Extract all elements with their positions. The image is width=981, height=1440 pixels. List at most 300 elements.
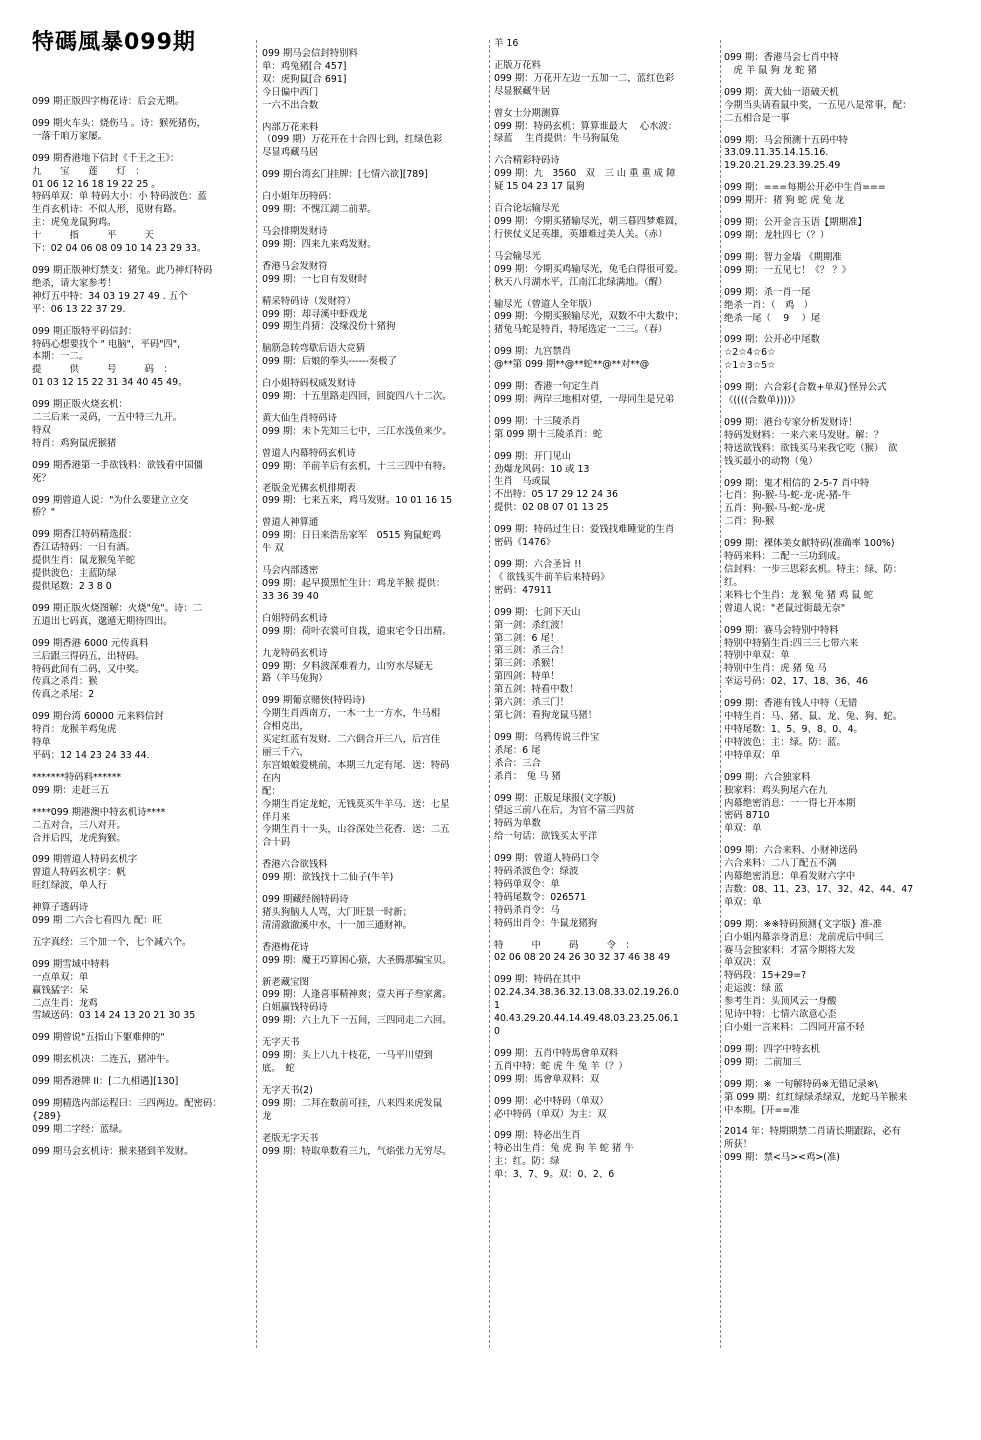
text-line: 平：06 13 22 37 29. [32, 303, 126, 315]
text-line: 单：3、7、9。双：0、2、6 [494, 1169, 615, 1181]
text-line: 特码尾数令：026571 [494, 891, 587, 903]
text-line: 今期生肖西南方，一木一土一方水，牛马相 [262, 708, 441, 720]
text-block [494, 155, 717, 194]
text-line: 099 期：今期买鸡输尽光，兔毛白得很可爱。 [494, 263, 684, 275]
text-line: 脑筋急转弯歇后语大竞猜 [262, 343, 366, 355]
text-line: 099 期：曾道人特码口令 [494, 853, 600, 865]
text-line: 099 期香港地下信封《千王之王》： [32, 152, 180, 164]
text-line: 清清澈澈溪中水，十一加三通财神。 [262, 919, 413, 931]
text-line: 099 期：特码玄机：算算谁最大 心水波： [494, 120, 678, 132]
text-line: 六合来料：二八丁配五不满 [724, 858, 837, 870]
text-block [494, 38, 717, 51]
text-line: 密码 8710 [724, 810, 770, 822]
text-line: 099 期生肖猜：没缘没份十猪狗 [262, 321, 396, 333]
text-line: 买定红蓝有发财．二六倒合开三八，后宫佳 [262, 734, 441, 746]
text-line: 东宫娘娘爱桃前，本期三九定有尾．送：特码 [262, 759, 450, 771]
text-line: 099 期香港 6000 元传真料 [32, 637, 149, 649]
text-block [262, 122, 487, 161]
text-line: 099 期：智力金墙 《期期准 [724, 251, 842, 263]
text-line: 099 期香江特码精选报： [32, 529, 138, 541]
text-line: 白姐特码玄机诗 [262, 612, 328, 624]
text-line: 第六剑：杀三门！ [494, 697, 570, 709]
column-divider [489, 40, 490, 1348]
text-line: 第 099 期十三陵杀肖：蛇 [494, 428, 603, 440]
text-line: 099 期藏经阁特码诗 [262, 894, 349, 906]
text-line: 中特波色：主：绿。防：蓝。 [724, 736, 846, 748]
text-line: 099 期：港台专家分析发财诗！ [724, 416, 858, 428]
text-block [262, 942, 487, 968]
text-line: 老版金光佛玄机排期表 [262, 482, 356, 494]
text-line: 今期生肖十一头，山谷深处兰花香．送：二五 [262, 824, 450, 836]
text-line: 099 期：黄大仙一语破天机 [724, 86, 839, 98]
text-line: 在内 [262, 772, 281, 784]
text-line: 099 期：魔王巧算困心猿，大圣腾那骗宝贝。 [262, 954, 452, 966]
text-line: 099 期：香港有钱人中特（无错 [724, 698, 858, 710]
text-line: 099 期：特码在其中 [494, 974, 581, 986]
text-block [32, 118, 250, 144]
text-line: 099 期：十三陵杀肖 [494, 415, 581, 427]
text-line: 099 期：七来五来，鸡马发财。10 01 16 15 [262, 495, 453, 507]
text-block [724, 845, 952, 910]
text-line: 099 期：羊前羊后有玄机，十三三四中有特。 [262, 460, 452, 472]
text-line: 099 期：未卜先知三七中，三江水浅鱼来少。 [262, 425, 452, 437]
text-line: 099 期马会信封特别料 [262, 48, 358, 59]
column-1 [32, 30, 250, 1418]
text-line: 099 期正版四字梅花诗：后会无期。 [32, 96, 185, 107]
text-line: 中特生肖：马、猪、鼠、龙、兔、狗、蛇。 [724, 711, 903, 723]
text-block [494, 108, 717, 147]
text-line: 099 期：九 3560 双 三 山 重 重 成 障 [494, 168, 676, 180]
text-line: 099 期二字经：蓝绿。 [32, 1123, 128, 1135]
text-line: 路（羊马兔狗） [262, 673, 328, 685]
text-line: 疑 15 04 23 17 鼠狗 [494, 181, 585, 193]
text-line: 099 期：今期买猴输尽光，双数不中大数中； [494, 311, 684, 323]
text-line: 白小姐内幕亲身消息：龙前虎后中间三 [724, 931, 884, 943]
text-block [494, 60, 717, 99]
text-block [494, 853, 717, 930]
text-line: 传真之杀尾：2 [32, 689, 95, 701]
text-line: 双：虎狗鼠[合 691] [262, 73, 347, 85]
text-line: 配： [262, 785, 281, 797]
text-line: 所获！ [724, 1139, 753, 1151]
text-line: 099 期：禁<马><鸡>(准) [724, 1152, 840, 1164]
text-line: 香港六合欲钱料 [262, 859, 328, 871]
text-line: 099 期：香港一句定生肖 [494, 381, 600, 393]
text-line: 无字天书(2) [262, 1084, 313, 1096]
text-line: 特码为单数 [494, 818, 541, 830]
text-line: 望远三前八在后，为官不富三四贫 [494, 805, 635, 817]
text-line: 特码杀波色令：绿波 [494, 866, 579, 878]
text-line: 099 期：走赶三五 [32, 784, 110, 796]
text-line: 马会内部透密 [262, 565, 319, 577]
text-block [262, 378, 487, 404]
text-line: 内幕绝密消息：单看发财六字中 [724, 871, 856, 883]
text-line: 特 中 码 令 ： [494, 939, 635, 951]
text-line: 绝杀一肖：（ 鸡 ） [724, 299, 814, 311]
text-line: 099 期：四来九来鸡发财。 [262, 238, 377, 250]
text-line: 十 指 平 天 [32, 230, 154, 242]
text-line: 今日偏中西门 [262, 86, 319, 98]
text-line: 六合精彩特码诗 [494, 155, 560, 167]
text-line: 099 期：二拜在数前可挂，八来四来虎发鼠 [262, 1097, 443, 1109]
text-line: 输尽光（曾道人全年版） [494, 298, 598, 310]
text-block [262, 448, 487, 474]
text-block [494, 793, 717, 845]
text-line: 099 期：六合独家料 [724, 771, 811, 783]
text-line: 099 期：一七自有发财时 [262, 273, 368, 285]
text-block [494, 524, 717, 550]
column-divider [256, 40, 257, 1348]
text-line: 099 期：开门见山 [494, 450, 572, 462]
text-block [32, 902, 250, 928]
text-line: 主：虎兔龙鼠狗鸡。 [32, 217, 117, 229]
text-line: 三后跟三得码五，出特码。 [32, 650, 145, 662]
text-line: 19.20.21.29.23.39.25.49 [724, 160, 841, 172]
text-line: 099 期：七剑下天山 [494, 606, 581, 618]
text-line: 099 期：六合彩{合数+单双}怪异公式 [724, 382, 887, 394]
text-line: 单双：单 [724, 823, 762, 835]
text-line: 杀肖： 兔 马 猪 [494, 770, 561, 782]
text-block [724, 1044, 952, 1070]
text-block [32, 460, 250, 486]
text-line: 099 期香港牌 II：[二九相遇][130] [32, 1076, 179, 1088]
text-block [32, 807, 250, 846]
text-line: 099 期：※※特码预测{文字版} 准-准 [724, 918, 883, 930]
text-line: 02 06 08 20 24 26 30 32 37 46 38 49 [494, 952, 670, 964]
text-line: 行侠仗义足英雄，英雄难过美人关。（赤） [494, 228, 668, 240]
text-line: 099 期曾道人特码玄机字 [32, 854, 138, 866]
text-line: 雪域送码：03 14 24 13 20 21 30 35 [32, 1010, 196, 1022]
text-block [262, 977, 487, 1029]
text-line: 099 期：必中特码（单双） [494, 1095, 609, 1107]
text-line: 099 期雪域中特料 [32, 958, 110, 970]
text-line: 第四剑：特单！ [494, 671, 560, 683]
text-line: 劲爆龙风码：10 或 13 [494, 463, 590, 475]
text-line: 099 期葡京赌侠(特码诗) [262, 695, 366, 707]
text-line: 五字真经：三个加一个，七个减六个。 [32, 936, 192, 948]
text-block [262, 413, 487, 439]
text-line: 第一剑：杀红波！ [494, 619, 570, 631]
text-block [494, 1096, 717, 1122]
text-block [32, 153, 250, 256]
text-line: 099 期：正版足球报(文字版) [494, 792, 616, 804]
text-line: 马会输尽光 [494, 250, 541, 262]
text-block [724, 625, 952, 690]
text-line: 第二剑：6 尾！ [494, 632, 560, 644]
text-block [262, 48, 487, 113]
text-line: 走运波：绿 蓝 [724, 983, 784, 995]
text-line: 密码：47911 [494, 584, 552, 596]
text-block [494, 381, 717, 407]
text-line: 九 宝 莲 灯 ： [32, 165, 145, 177]
text-line: 提供尾数：2 3 8 0 [32, 581, 112, 592]
text-line: 099 期：裸体美女献特码(准确率 100%) [724, 538, 895, 550]
text-line: 合并后四，龙虎狗猴。 [32, 832, 126, 844]
text-line: 赛马会独家料：才富今期将大发 [724, 944, 856, 956]
text-block [32, 96, 250, 109]
text-block [32, 603, 250, 629]
text-line: 099 期：头上八九十枝花，一马平川望到 [262, 1050, 433, 1062]
text-line: 旺红绿波，单人行 [32, 880, 108, 892]
text-line: 今期当头请看鼠中奖，一五见八是常事，配： [724, 99, 912, 111]
text-line: 白小姐年历特码： [262, 191, 338, 203]
text-line: （099 期）万花开在十合四七到，红绿色彩 [262, 134, 443, 146]
text-line: 099 期：六合来料、小财神送码 [724, 845, 858, 857]
text-line: 虎 羊 鼠 狗 龙 蛇 猪 [724, 64, 817, 76]
text-block [262, 859, 487, 885]
text-line: 099 期正版特平码信封： [32, 325, 138, 337]
text-block [724, 252, 952, 278]
text-block [32, 529, 250, 594]
text-line: 密码《1476》 [494, 537, 556, 549]
text-line: 中本期。[开==准 [724, 1104, 800, 1116]
text-block [724, 772, 952, 837]
text-block [262, 517, 487, 556]
text-line: 099 期：九宫禁肖 [494, 346, 572, 358]
text-block [724, 87, 952, 126]
text-block [32, 1098, 250, 1137]
text-line: 内幕绝密消息：一一得七开本期 [724, 797, 856, 809]
text-line: 特肖：鸡狗鼠虎猴猪 [32, 437, 117, 449]
text-line: 099 期：馬會单双料：双 [494, 1073, 600, 1085]
text-line: 099 期：香港马会七肖中特 [724, 52, 839, 63]
text-line: 香港马会发财符 [262, 260, 328, 272]
text-line: 单双决：双 [724, 957, 771, 969]
text-line: 二三后来一灵码，一五中特三九开。 [32, 412, 183, 424]
text-block [262, 1037, 487, 1076]
text-line: 099 期正版火烧玄机： [32, 399, 128, 411]
text-line: 特码心想要找个 " 电脑"，平码"四"， [32, 338, 187, 350]
text-line: 曾道人内幕特码玄机诗 [262, 447, 356, 459]
text-line: 二五相合是一事 [724, 112, 790, 124]
text-line: 神灯五中特：34 03 19 27 49 . 五个 [32, 290, 188, 302]
text-line: 第三剑：杀猴！ [494, 658, 560, 670]
text-line: 新老藏宝图 [262, 976, 309, 988]
text-line: 主：红。防：绿 [494, 1156, 560, 1168]
text-line: 五肖：狗-猴-马-蛇-龙-虎 [724, 503, 826, 515]
text-line: 合十码 [262, 837, 291, 849]
text-block [494, 1130, 717, 1182]
text-block [494, 607, 717, 723]
text-line: 赢钱猛字：呆 [32, 984, 89, 996]
text-line: 099 期：鬼才相信的 2-5-7 肖中特 [724, 477, 870, 489]
text-line: 神算子透码诗 [32, 902, 89, 914]
text-line: 特单 [32, 737, 51, 749]
text-line: 猪兔马蛇是特肖，特尾选定一二三。（春） [494, 324, 668, 336]
text-line: 正版万花料 [494, 59, 541, 71]
text-line: 今期生肖定龙蛇，无钱莫买牛羊马．送：七星 [262, 798, 450, 810]
text-block [724, 287, 952, 326]
text-block [494, 346, 717, 372]
text-line: 099 期台湾 60000 元来料信封 [32, 711, 164, 723]
text-block [724, 698, 952, 763]
text-block [262, 695, 487, 850]
text-block [262, 169, 487, 182]
text-block [262, 894, 487, 933]
text-line: 生肖玄机诗：不似人形，觅财有路。 [32, 204, 183, 216]
text-line: 099 期：特必出生肖 [494, 1130, 581, 1142]
text-block [32, 399, 250, 451]
text-line: 第 099 期：红红绿绿杀绿双，龙蛇马羊猴来 [724, 1091, 908, 1103]
text-line: 099 期正版神灯禁支：猪兔。此乃神灯特码 [32, 264, 213, 276]
text-line: 099 期：五肖中特馬會单双料 [494, 1047, 619, 1059]
text-line: 099 期马会玄机诗：猴来猪到羊发财。 [32, 1145, 194, 1157]
text-line: 单：鸡兔猪[合 457] [262, 60, 347, 72]
text-line: 099 期：二前加三 [724, 1056, 802, 1068]
text-line: 第三剑：杀三合！ [494, 645, 570, 657]
text-line: 099 期曾道人说："为什么要建立立交 [32, 494, 189, 506]
text-line: 二点生肖：龙鸡 [32, 997, 98, 1009]
text-line: 099 期：龙牡四七（？） [724, 229, 830, 241]
text-block [262, 648, 487, 687]
text-line: 099 期：万花开左边一五加一二，蓝红色彩 [494, 72, 675, 84]
text-line: 来料七个生肖：龙 猴 兔 猪 鸡 鼠 蛇 [724, 589, 874, 601]
text-line: 曾道人神算通 [262, 517, 319, 529]
text-block [724, 919, 952, 1035]
text-line: 40.43.29.20.44.14.49.48.03.23.25.06.1 [494, 1013, 679, 1025]
text-block [494, 1048, 717, 1087]
text-block [494, 559, 717, 598]
text-line: 马会排期发财诗 [262, 225, 328, 237]
text-line: 杀合：三合 [494, 757, 541, 769]
text-line: 二肖：狗-猴 [724, 516, 775, 528]
text-line: 底。 蛇 [262, 1063, 295, 1074]
column-4 [724, 52, 952, 1440]
text-line: 特码段：15+29=? [724, 970, 807, 982]
text-line: ☆1☆3☆5☆ [724, 360, 776, 372]
page-title: 特碼風暴099期 [32, 30, 196, 55]
text-block [32, 1076, 250, 1089]
text-line: 桥？" [32, 507, 56, 519]
text-line: 信封料：一步三思彩玄机。特主：绿、防： [724, 564, 903, 575]
text-block [262, 565, 487, 604]
text-block [724, 382, 952, 408]
text-line: 099 期：却寻溪中虾戏龙 [262, 308, 368, 320]
text-line: 幸运号码：02、17、18、36、46 [724, 676, 869, 688]
text-line: @**第 099 期**@**蛇**@**对**@ [494, 359, 650, 371]
text-block [32, 959, 250, 1024]
text-block [724, 1126, 952, 1165]
text-line: 特送欲钱料：欲钱买马来我它吃（猴） 欲 [724, 442, 898, 454]
text-line: 参考生肖：头顶风云一身酸 [724, 996, 837, 1008]
text-block [262, 296, 487, 335]
text-block [724, 417, 952, 469]
text-line: 单双：单 [724, 896, 762, 908]
column-2 [262, 48, 487, 1436]
text-block [724, 135, 952, 174]
text-line: 一点单双：单 [32, 971, 89, 983]
text-block [724, 182, 952, 208]
text-block [32, 638, 250, 703]
text-line: 下：02 04 06 08 09 10 14 23 29 33。 [32, 243, 207, 255]
text-line: 白小姐特码权威发财诗 [262, 378, 356, 390]
text-line: 特码来料：二配一三功到成。 [724, 551, 846, 563]
text-line: 一落千咱万家屡。 [32, 130, 108, 142]
text-line: 099 期：今期买猪输尽光，朝三暮四梦难圆， [494, 215, 684, 227]
text-line: 特码单双令：单 [494, 878, 560, 890]
text-line: 提 供 号 码 ： [32, 364, 173, 376]
text-block [32, 772, 250, 798]
text-line: 33.09.11.35.14.15.16. [724, 147, 829, 159]
text-line: {289} [32, 1111, 62, 1122]
text-line: 龙 [262, 1110, 272, 1122]
text-line: 特别中特猜生肖:四三三七带六来 [724, 637, 859, 649]
text-line: 生肖 马或鼠 [494, 476, 551, 488]
text-block [494, 299, 717, 338]
text-block [724, 334, 952, 373]
text-line: *******特码料****** [32, 771, 122, 783]
text-line: 099 期：赛马会特别中特料 [724, 624, 839, 636]
text-line: 白姐赢钱特码诗 [262, 1002, 328, 1014]
text-line: 099 期：不愧江湖二前辈。 [262, 204, 377, 216]
text-line: 本期：一二。 [32, 351, 89, 363]
text-line: 099 期：公开必中尾数 [724, 334, 820, 346]
text-line: 099 期：荷叶衣裳可自栽，道束宅令日出精。 [262, 625, 452, 637]
text-block [32, 854, 250, 893]
column-divider [720, 40, 721, 1348]
text-line: 传真之杀肖：猴 [32, 676, 98, 688]
text-line: 曾道人说："老鼠过街最无奈" [724, 602, 846, 614]
text-line: 《 欲钱买牛前羊后来特码》 [494, 571, 610, 583]
text-block [724, 217, 952, 243]
text-line: 01 06 12 16 18 19 22 25 。 [32, 178, 161, 190]
text-line: 七肖：狗-猴-马-蛇-龙-虎-猪-牛 [724, 490, 851, 502]
text-line: 099 期火车头：烧伤马 。诗：猴死猪伤， [32, 117, 206, 129]
text-line: 猪头狗脑人人骂，大门旺景一时新； [262, 906, 413, 918]
text-line: 099 期精选内部运程曰：三四两边。配密码： [32, 1098, 222, 1110]
text-line: 吉数：08、11、23、17、32、42、44、47 [724, 883, 914, 895]
text-line: 099 期曾说"五指山下躯难伸的" [32, 1032, 165, 1044]
text-line: 099 期：一五见七！《？ ？》 [724, 264, 851, 276]
text-line: 见诗中特：七情六欲意心歪 [724, 1009, 837, 1021]
text-line: 百合论坛输尽光 [494, 203, 560, 215]
text-line: 099 期：杀一肖一尾 [724, 286, 811, 298]
text-block [494, 203, 717, 242]
text-line: 内部万花来料 [262, 121, 319, 133]
text-line: 香港梅花诗 [262, 941, 309, 953]
text-line: 必中特码（单双）为主：双 [494, 1108, 607, 1120]
text-line: 099 期：后娘的拳头------奏极了 [262, 356, 397, 368]
text-line: 《((((合数单))))》 [724, 395, 801, 407]
text-block [494, 732, 717, 784]
text-line: 牛 双 [262, 543, 284, 555]
text-line: 提供生肖：鼠龙猴兔羊蛇 [32, 555, 136, 567]
text-block [262, 343, 487, 369]
text-line: 一六不出合数 [262, 99, 319, 111]
text-line: ☆2☆4☆6☆ [724, 347, 776, 359]
text-line: 099 期：夕料波深难着力，山穷水尽疑无 [262, 660, 433, 672]
text-block [32, 326, 250, 391]
text-line: 尽显猴藏牛居 [494, 85, 551, 97]
text-line: 伴月来 [262, 811, 291, 823]
text-line: 死？ [32, 472, 51, 484]
text-line: 0 [494, 1026, 500, 1037]
text-line: 099 期：特码过生日：爱钱找难睡觉的生肖 [494, 524, 675, 536]
text-line: 特肖：龙猴羊鸡兔虎 [32, 724, 117, 736]
text-block [32, 265, 250, 317]
text-line: 黄大仙生肖特码诗 [262, 412, 338, 424]
text-line: 香江话特码：一日有酒。 [32, 542, 136, 554]
text-block [32, 495, 250, 521]
text-line: 099 期：马会预测十五码中特 [724, 134, 849, 146]
text-line: 特码发财料：一来六来马发财。解：？ [724, 429, 884, 441]
text-block [724, 1079, 952, 1118]
text-line: 2014 年：特期期禁二肖请长期跟踪，必有 [724, 1126, 901, 1138]
text-line: 099 期：起早摸黑忙生计：鸡龙羊猴 提供： [262, 578, 446, 589]
text-line: 丽三千六， [262, 746, 309, 758]
text-line: 099 期：十五里路走四回，回旋四八十二次。 [262, 391, 452, 403]
text-line: 099 期：日日来浩岳家军 0515 狗鼠蛇鸡 [262, 530, 441, 542]
